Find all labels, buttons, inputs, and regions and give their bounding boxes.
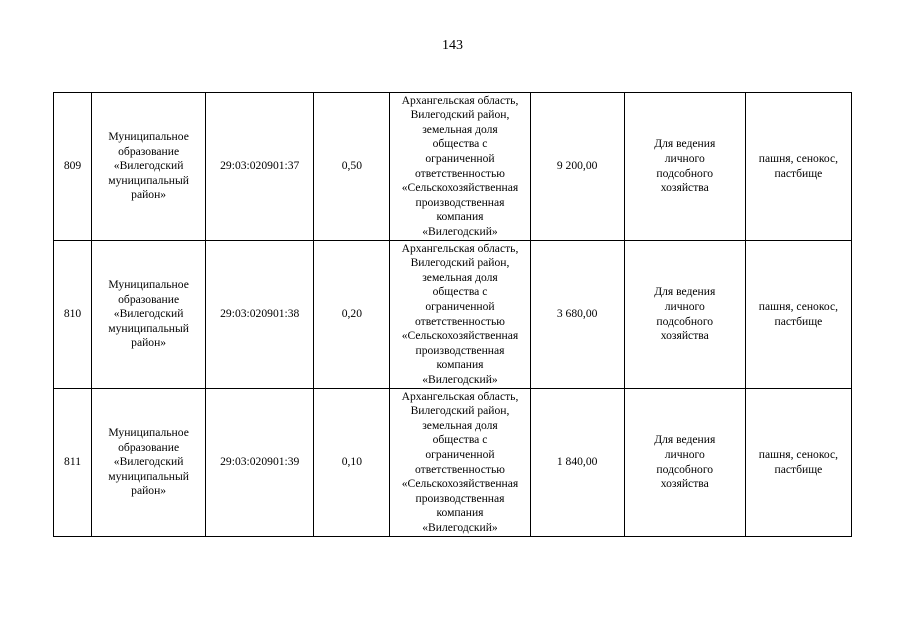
purpose-cell: Для ведения личного подсобного хозяйства [624, 389, 745, 537]
price-cell: 1 840,00 [530, 389, 624, 537]
price-cell: 9 200,00 [530, 93, 624, 241]
address-cell: Архангельская область, Вилегодский район, земельная доля общества с ограниченной ответственностью «Сельскохозяйственная производственная компания «Вилегодский» [390, 389, 530, 537]
address-cell: Архангельская область, Вилегодский район, земельная доля общества с ограниченной ответственностью «Сельскохозяйственная производственная компания «Вилегодский» [390, 93, 530, 241]
purpose-cell: Для ведения личного подсобного хозяйства [624, 241, 745, 389]
land-type-cell: пашня, сенокос, пастбище [745, 389, 851, 537]
owner-cell: Муниципальное образование «Вилегодский муниципальный район» [92, 389, 206, 537]
table-row [54, 389, 852, 537]
row-number: 811 [54, 389, 92, 537]
cadastral-number-cell: 29:03:020901:39 [206, 389, 314, 537]
address-cell: Архангельская область, Вилегодский район, земельная доля общества с ограниченной ответственностью «Сельскохозяйственная производственная компания «Вилегодский» [390, 241, 530, 389]
owner-cell: Муниципальное образование «Вилегодский муниципальный район» [92, 241, 206, 389]
land-type-cell: пашня, сенокос, пастбище [745, 93, 851, 241]
purpose-cell: Для ведения личного подсобного хозяйства [624, 93, 745, 241]
table-row [54, 93, 852, 241]
cadastral-number-cell: 29:03:020901:38 [206, 241, 314, 389]
page-number: 143 [442, 38, 463, 53]
land-registry-table [53, 92, 852, 537]
land-type-cell: пашня, сенокос, пастбище [745, 241, 851, 389]
price-cell: 3 680,00 [530, 241, 624, 389]
area-cell: 0,20 [314, 241, 390, 389]
cadastral-number-cell: 29:03:020901:37 [206, 93, 314, 241]
area-cell: 0,50 [314, 93, 390, 241]
area-cell: 0,10 [314, 389, 390, 537]
row-number: 809 [54, 93, 92, 241]
table-row [54, 241, 852, 389]
owner-cell: Муниципальное образование «Вилегодский муниципальный район» [92, 93, 206, 241]
row-number: 810 [54, 241, 92, 389]
